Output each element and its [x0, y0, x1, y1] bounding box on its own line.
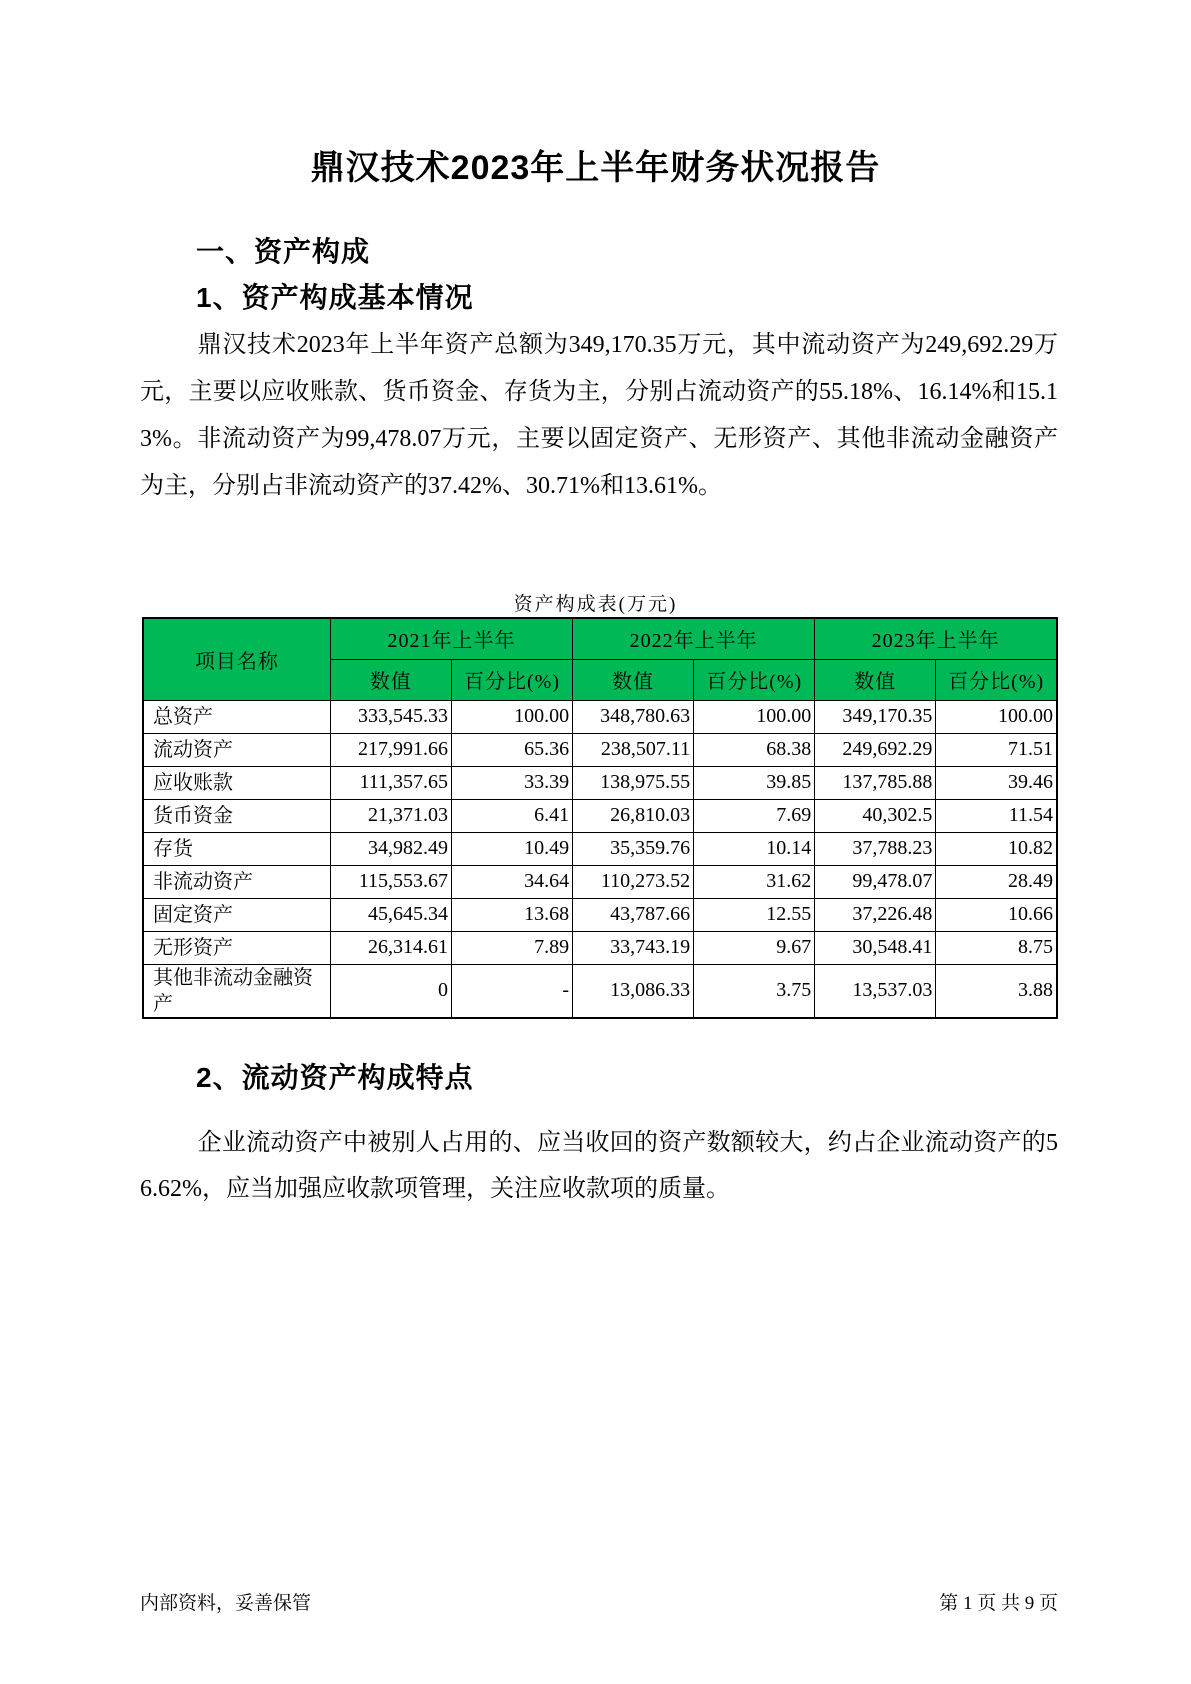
row-item-name: 其他非流动金融资产	[143, 964, 330, 1018]
section-heading-current-assets-features: 2、流动资产构成特点	[196, 1062, 474, 1093]
row-cell-value: 99,478.07	[815, 865, 936, 898]
row-item-name: 流动资产	[143, 733, 330, 766]
row-cell-value: 34.64	[451, 865, 572, 898]
asset-table-body	[143, 700, 1057, 1018]
row-cell-value: 45,645.34	[330, 898, 451, 931]
table-row	[143, 865, 1057, 898]
paragraph-current-assets-features: 企业流动资产中被别人占用的、应当收回的资产数额较大，约占企业流动资产的56.62%，应当加强应收款项管理，关注应收款项的质量。	[140, 1130, 1058, 1202]
row-cell-value: 35,359.76	[573, 832, 694, 865]
column-header-percent-2022: 百分比(%)	[694, 659, 815, 700]
column-header-percent-2021: 百分比(%)	[451, 659, 572, 700]
row-cell-value: 10.66	[936, 898, 1057, 931]
column-header-percent-2023: 百分比(%)	[936, 659, 1057, 700]
row-item-name: 固定资产	[143, 898, 330, 931]
table-row	[143, 964, 1057, 1018]
asset-table-header	[143, 618, 1057, 700]
row-cell-value: 28.49	[936, 865, 1057, 898]
table-row	[143, 799, 1057, 832]
column-header-value-2021: 数值	[330, 659, 451, 700]
column-header-year-2021: 2021年上半年	[330, 618, 572, 659]
row-cell-value: 40,302.5	[815, 799, 936, 832]
table-row	[143, 766, 1057, 799]
row-cell-value: 0	[330, 964, 451, 1018]
row-cell-value: 115,553.67	[330, 865, 451, 898]
row-cell-value: 9.67	[694, 931, 815, 964]
table-caption: 资产构成表(万元)	[513, 594, 678, 615]
row-cell-value: 100.00	[694, 700, 815, 733]
row-cell-value: 33.39	[451, 766, 572, 799]
row-cell-value: 8.75	[936, 931, 1057, 964]
row-cell-value: 100.00	[451, 700, 572, 733]
column-header-value-2023: 数值	[815, 659, 936, 700]
table-row	[143, 700, 1057, 733]
asset-composition-table	[142, 617, 1058, 1019]
row-cell-value: 111,357.65	[330, 766, 451, 799]
row-cell-value: 37,226.48	[815, 898, 936, 931]
row-cell-value: 100.00	[936, 700, 1057, 733]
row-cell-value: 10.82	[936, 832, 1057, 865]
row-cell-value: 7.69	[694, 799, 815, 832]
column-header-value-2022: 数值	[573, 659, 694, 700]
row-cell-value: 43,787.66	[573, 898, 694, 931]
row-cell-value: 238,507.11	[573, 733, 694, 766]
row-cell-value: 13.68	[451, 898, 572, 931]
row-cell-value: 249,692.29	[815, 733, 936, 766]
row-cell-value: 10.49	[451, 832, 572, 865]
page-title: 鼎汉技术2023年上半年财务状况报告	[310, 149, 881, 187]
row-cell-value: 30,548.41	[815, 931, 936, 964]
page-footer	[140, 1588, 1058, 1615]
column-header-item-name: 项目名称	[143, 618, 330, 700]
section-heading-assets: 一、资产构成	[196, 236, 371, 267]
row-cell-value: 137,785.88	[815, 766, 936, 799]
row-cell-value: 26,810.03	[573, 799, 694, 832]
row-cell-value: 217,991.66	[330, 733, 451, 766]
row-cell-value: 110,273.52	[573, 865, 694, 898]
row-cell-value: -	[451, 964, 572, 1018]
row-cell-value: 13,537.03	[815, 964, 936, 1018]
column-header-year-2023: 2023年上半年	[815, 618, 1057, 659]
table-row	[143, 832, 1057, 865]
row-cell-value: 7.89	[451, 931, 572, 964]
column-header-year-2022: 2022年上半年	[573, 618, 815, 659]
paragraph-asset-composition: 鼎汉技术2023年上半年资产总额为349,170.35万元，其中流动资产为249,692.29万元，主要以应收账款、货币资金、存货为主，分别占流动资产的55.18%、16.14%和15.13%。非流动资产为99,478.07万元，主要以固定资产、无形资产、其他非流动金融资产为主，分别占非流动资产的37.42%、30.71%和13.61%。	[140, 332, 1058, 499]
row-cell-value: 37,788.23	[815, 832, 936, 865]
row-cell-value: 13,086.33	[573, 964, 694, 1018]
footer-confidential-note: 内部资料，妥善保管	[140, 1593, 312, 1614]
row-cell-value: 34,982.49	[330, 832, 451, 865]
row-cell-value: 21,371.03	[330, 799, 451, 832]
table-row	[143, 898, 1057, 931]
section-heading-asset-composition-basics: 1、资产构成基本情况	[196, 282, 474, 313]
row-item-name: 货币资金	[143, 799, 330, 832]
row-item-name: 无形资产	[143, 931, 330, 964]
row-cell-value: 31.62	[694, 865, 815, 898]
row-cell-value: 39.46	[936, 766, 1057, 799]
row-cell-value: 26,314.61	[330, 931, 451, 964]
row-cell-value: 33,743.19	[573, 931, 694, 964]
table-row	[143, 733, 1057, 766]
row-item-name: 非流动资产	[143, 865, 330, 898]
row-cell-value: 12.55	[694, 898, 815, 931]
row-item-name: 存货	[143, 832, 330, 865]
table-row	[143, 931, 1057, 964]
row-cell-value: 3.75	[694, 964, 815, 1018]
row-cell-value: 333,545.33	[330, 700, 451, 733]
row-cell-value: 68.38	[694, 733, 815, 766]
row-cell-value: 349,170.35	[815, 700, 936, 733]
row-cell-value: 39.85	[694, 766, 815, 799]
row-item-name: 应收账款	[143, 766, 330, 799]
row-item-name: 总资产	[143, 700, 330, 733]
row-cell-value: 71.51	[936, 733, 1057, 766]
row-cell-value: 10.14	[694, 832, 815, 865]
row-cell-value: 348,780.63	[573, 700, 694, 733]
footer-page-number: 第 1 页 共 9 页	[939, 1593, 1058, 1614]
year-header-row	[143, 618, 1057, 659]
row-cell-value: 65.36	[451, 733, 572, 766]
row-cell-value: 138,975.55	[573, 766, 694, 799]
row-cell-value: 11.54	[936, 799, 1057, 832]
row-cell-value: 6.41	[451, 799, 572, 832]
row-cell-value: 3.88	[936, 964, 1057, 1018]
